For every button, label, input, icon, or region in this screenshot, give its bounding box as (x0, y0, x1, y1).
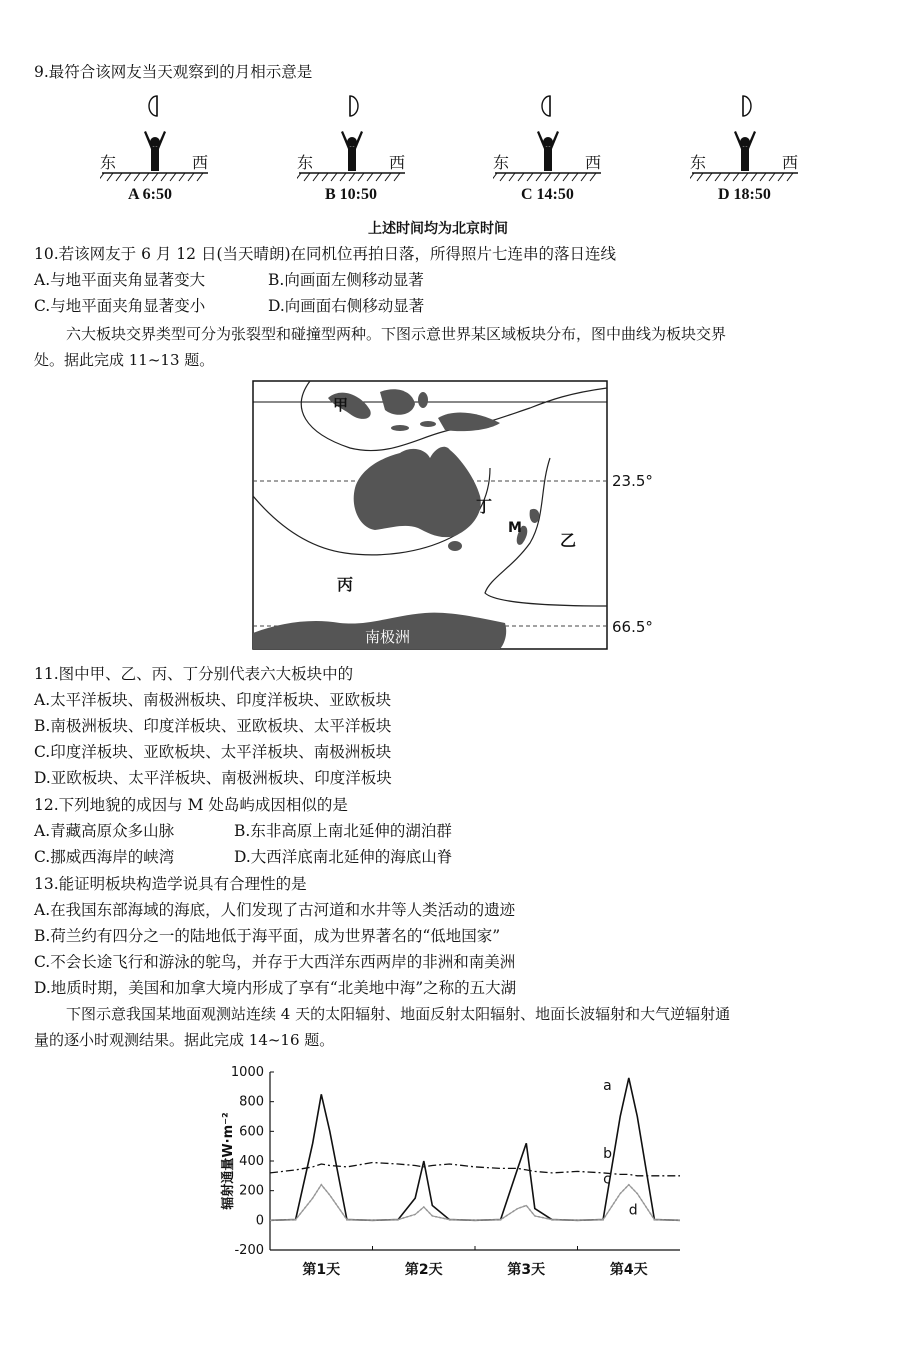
q9-stem: 9.最符合该网友当天观察到的月相示意是 (34, 63, 313, 81)
q12-option-b: B.东非高原上南北延伸的湖泊群 (234, 822, 452, 840)
moon-figure-a (100, 92, 220, 210)
west-label: 西 (389, 153, 406, 172)
moon-figure-c (493, 92, 613, 210)
moon-icon (350, 96, 358, 116)
moon-figure-b (297, 92, 417, 210)
moon-figure-label: A 6:50 (128, 186, 172, 203)
q11-option-a: A.太平洋板块、南极洲板块、印度洋板块、亚欧板块 (34, 691, 392, 709)
q11-option-d: D.亚欧板块、太平洋板块、南极洲板块、印度洋板块 (34, 769, 392, 787)
person-icon (144, 131, 166, 171)
y-tick-label: 400 (239, 1154, 264, 1169)
intro2-line2: 量的逐小时观测结果。据此完成 14~16 题。 (34, 1031, 335, 1049)
q10-option-b: B.向画面左侧移动显著 (268, 271, 424, 289)
moon-icon (149, 96, 157, 116)
q9-caption: 上述时间均为北京时间 (368, 221, 508, 237)
series-label-b: b (603, 1146, 613, 1163)
y-tick-label: -200 (234, 1243, 264, 1258)
y-axis-label: 辐射通量W·m⁻² (221, 1112, 236, 1210)
map-label-antarctica: 南极洲 (365, 628, 411, 646)
person-icon (734, 131, 756, 171)
y-tick-label: 800 (239, 1094, 264, 1110)
series-line-c (270, 1185, 680, 1221)
q13-stem: 13.能证明板块构造学说具有合理性的是 (34, 875, 307, 893)
series-label-a: a (603, 1077, 612, 1094)
map-label-yi: 乙 (560, 531, 577, 550)
moon-figure-label: D 18:50 (718, 186, 771, 203)
q13-option-b: B.荷兰约有四分之一的陆地低于海平面，成为世界著名的“低地国家” (34, 927, 501, 945)
q10-stem: 10.若该网友于 6 月 12 日(当天晴朗)在同机位再拍日落，所得照片七连串的落日连线 (34, 245, 617, 263)
x-category-label: 第4天 (609, 1262, 648, 1278)
q13-option-c: C.不会长途飞行和游泳的鸵鸟，并存于大西洋东西两岸的非洲和南美洲 (34, 953, 516, 971)
person-icon (537, 131, 559, 171)
west-label: 西 (782, 153, 799, 172)
intro1-line1: 六大板块交界类型可分为张裂型和碰撞型两种。下图示意世界某区域板块分布，图中曲线为板块交界 (66, 325, 727, 343)
x-category-label: 第1天 (302, 1262, 341, 1278)
x-category-label: 第3天 (507, 1262, 546, 1278)
q12-option-d: D.大西洋底南北延伸的海底山脊 (234, 848, 453, 866)
q11-option-c: C.印度洋板块、亚欧板块、太平洋板块、南极洲板块 (34, 743, 392, 761)
y-tick-label: 200 (239, 1183, 264, 1199)
q10-option-d: D.向画面右侧移动显著 (268, 297, 425, 315)
moon-figure-label: C 14:50 (521, 186, 574, 203)
q12-option-c: C.挪威西海岸的峡湾 (34, 848, 175, 866)
intro2-line1: 下图示意我国某地面观测站连续 4 天的太阳辐射、地面反射太阳辐射、地面长波辐射和大气逆辐射通 (66, 1005, 731, 1023)
map-label-bing: 丙 (337, 575, 354, 594)
west-label: 西 (585, 153, 602, 172)
map-label-jia: 甲 (333, 396, 349, 414)
map-lat-23: 23.5° (612, 472, 653, 490)
series-line-d (270, 1185, 680, 1221)
series-label-c: c (603, 1171, 611, 1188)
east-label: 东 (493, 153, 510, 172)
east-label: 东 (690, 153, 707, 172)
series-label-d: d (628, 1202, 638, 1219)
y-tick-label: 1000 (230, 1065, 264, 1080)
series-line-b (270, 1163, 680, 1176)
moon-figure-d (690, 92, 810, 210)
q12-stem: 12.下列地貌的成因与 M 处岛屿成因相似的是 (34, 796, 348, 814)
y-tick-label: 600 (239, 1124, 264, 1140)
moon-icon (542, 96, 550, 116)
east-label: 东 (100, 153, 117, 172)
person-icon (341, 131, 363, 171)
q11-option-b: B.南极洲板块、印度洋板块、亚欧板块、太平洋板块 (34, 717, 392, 735)
map-lat-66: 66.5° (612, 618, 653, 636)
q13-option-a: A.在我国东部海域的海底，人们发现了古河道和水井等人类活动的遗迹 (34, 901, 516, 919)
q10-option-a: A.与地平面夹角显著变大 (34, 271, 206, 289)
west-label: 西 (192, 153, 209, 172)
east-label: 东 (297, 153, 314, 172)
series-line-a (270, 1078, 680, 1220)
q13-option-d: D.地质时期，美国和加拿大境内形成了享有“北美地中海”之称的五大湖 (34, 979, 517, 997)
moon-icon (743, 96, 751, 116)
x-category-label: 第2天 (404, 1262, 443, 1278)
plate-map (250, 378, 670, 653)
intro1-line2: 处。据此完成 11~13 题。 (34, 351, 215, 369)
q11-stem: 11.图中甲、乙、丙、丁分别代表六大板块中的 (34, 665, 354, 683)
q12-option-a: A.青藏高原众多山脉 (34, 822, 175, 840)
radiation-chart (210, 1060, 700, 1285)
moon-figure-label: B 10:50 (325, 186, 377, 203)
y-tick-label: 0 (255, 1213, 264, 1229)
map-label-ding: 丁 (476, 497, 493, 516)
q10-option-c: C.与地平面夹角显著变小 (34, 297, 206, 315)
map-label-m: M (508, 520, 522, 536)
